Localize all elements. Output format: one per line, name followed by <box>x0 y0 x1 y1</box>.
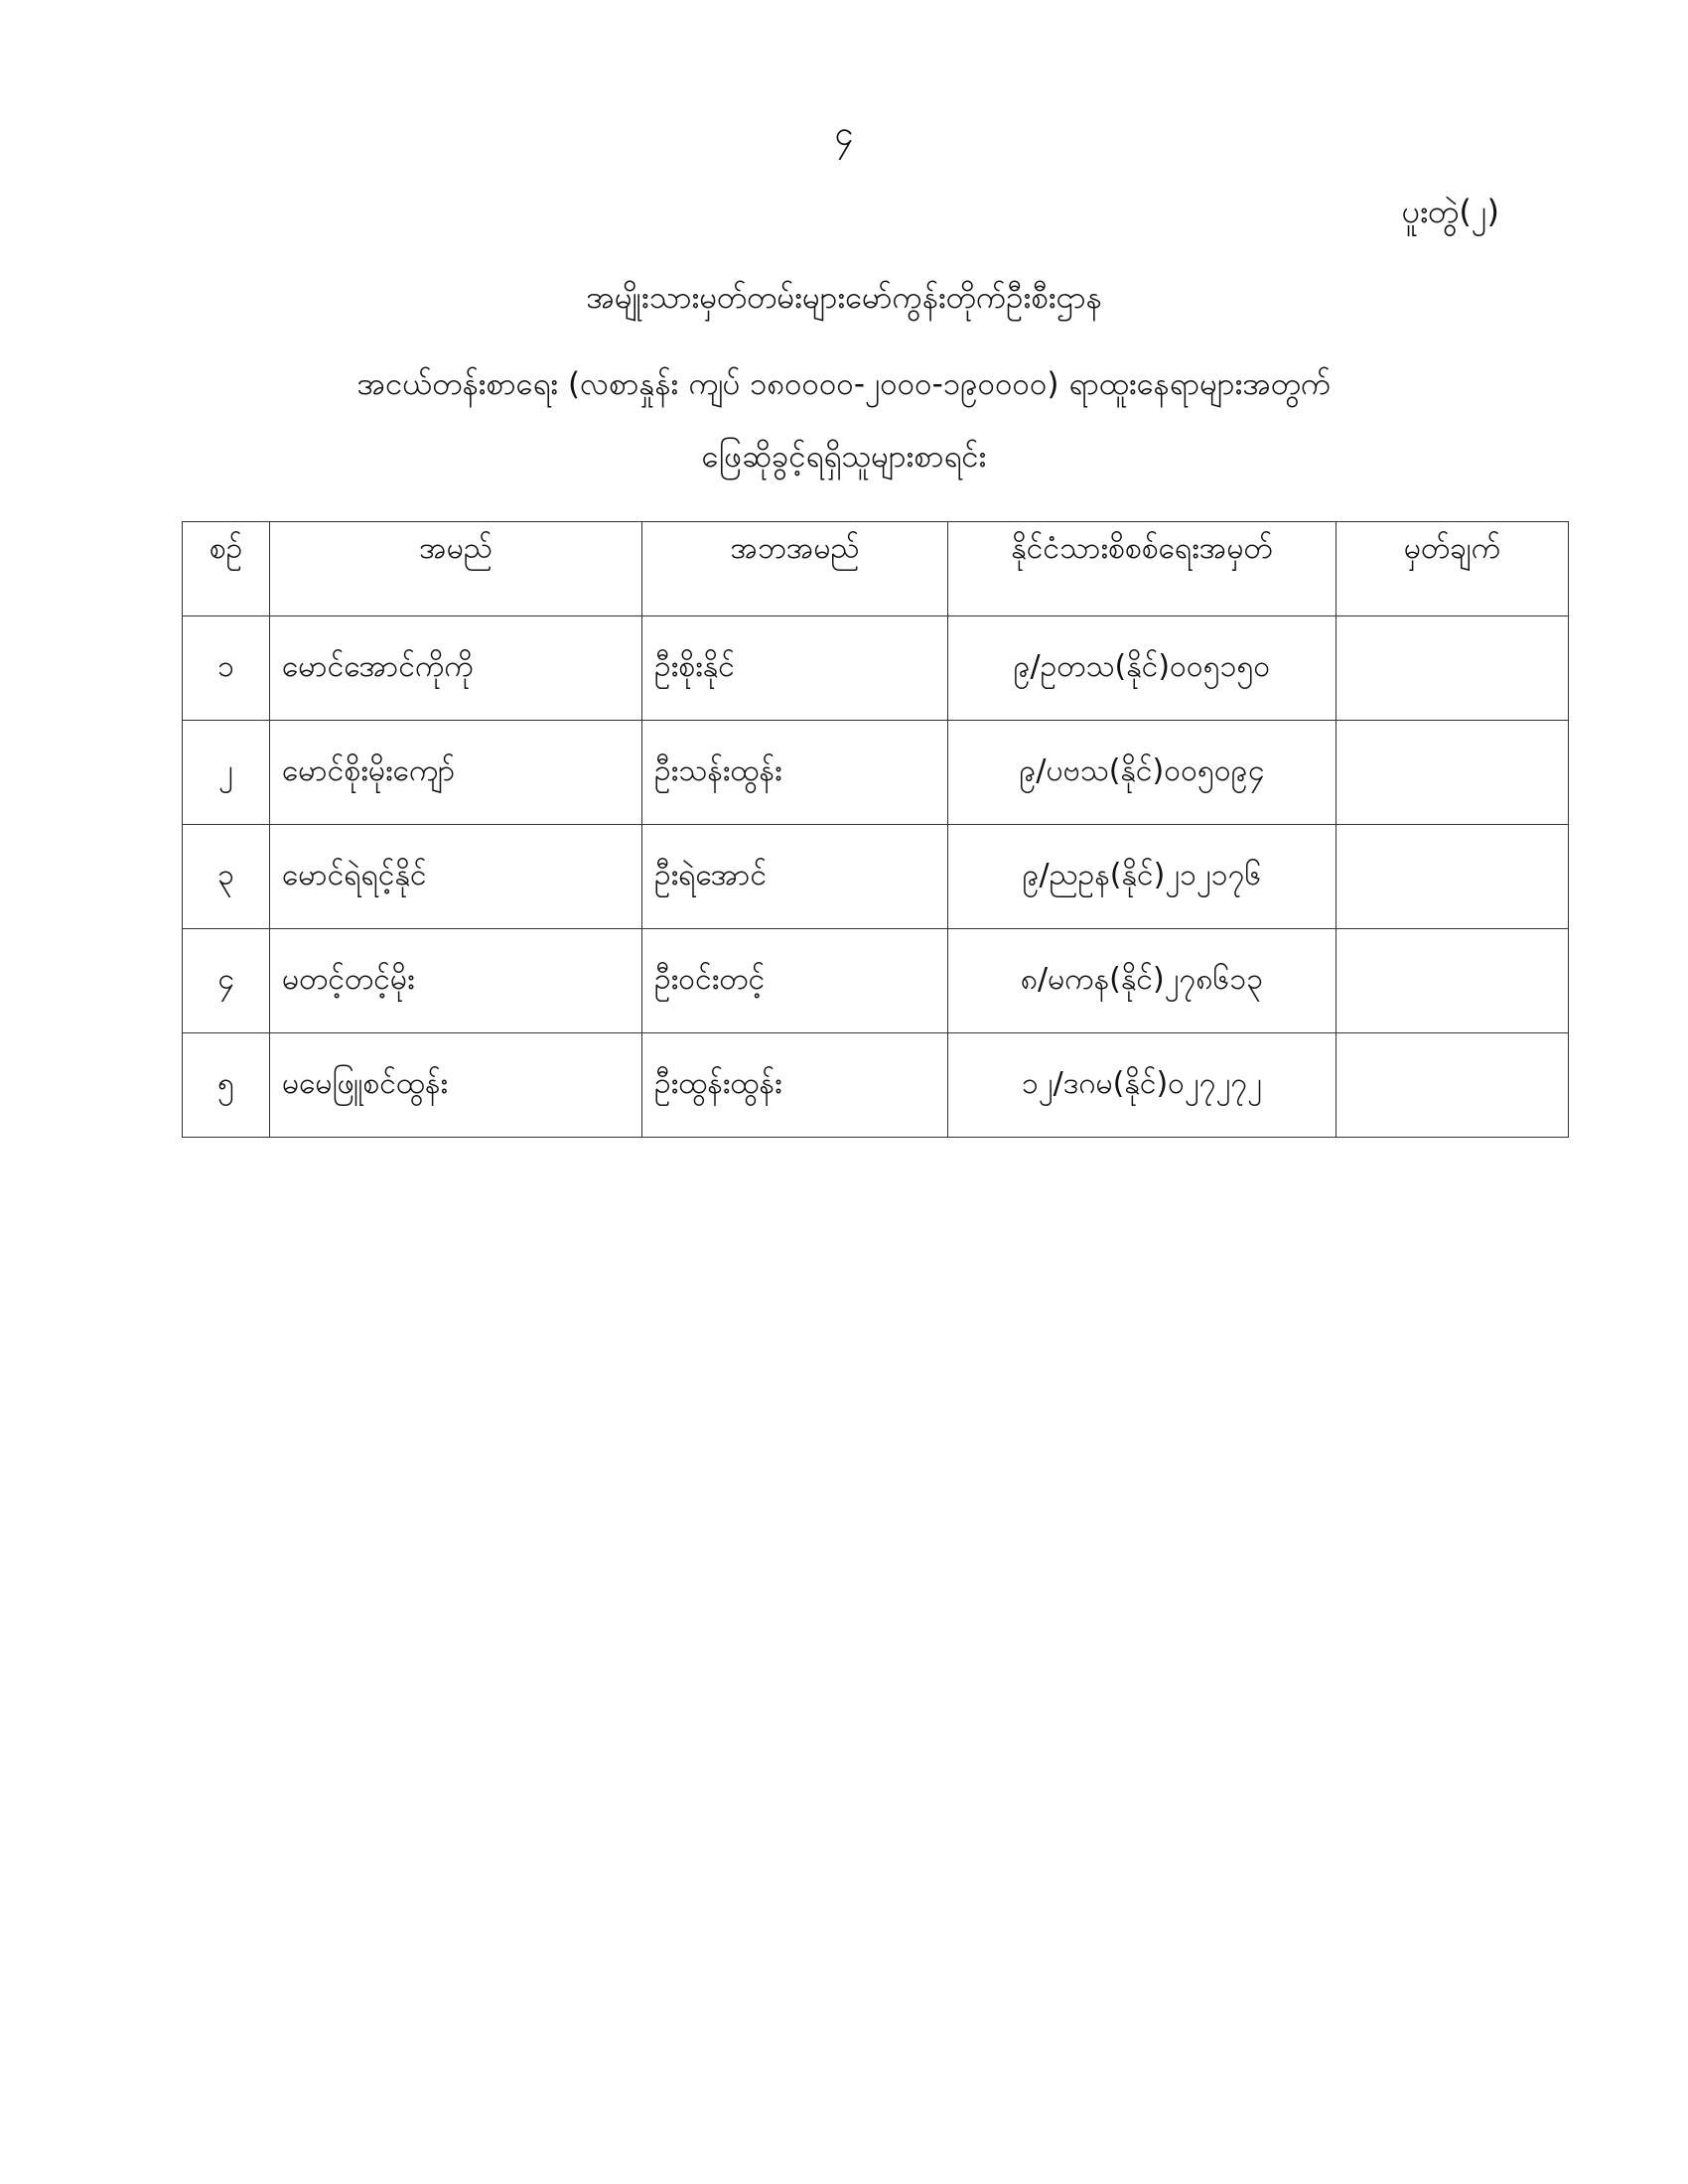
cell-no: ၁ <box>183 616 270 721</box>
cell-father-name: ဦးသန်းထွန်း <box>642 721 948 825</box>
table-header-row <box>183 522 1569 616</box>
table-row <box>183 616 1569 721</box>
cell-nrc: ၁၂/ဒဂမ(နိုင်)၀၂၇၂၇၂ <box>948 1033 1336 1138</box>
cell-remark <box>1336 929 1569 1033</box>
column-header-name: အမည် <box>270 522 642 616</box>
cell-no: ၂ <box>183 721 270 825</box>
cell-remark <box>1336 616 1569 721</box>
cell-remark <box>1336 721 1569 825</box>
cell-no: ၄ <box>183 929 270 1033</box>
cell-name: မောင်အောင်ကိုကို <box>270 616 642 721</box>
cell-no: ၅ <box>183 1033 270 1138</box>
column-header-father-name: အဘအမည် <box>642 522 948 616</box>
cell-remark <box>1336 1033 1569 1138</box>
attachment-label: ပူးတွဲ(၂) <box>1401 193 1499 230</box>
cell-no: ၃ <box>183 825 270 929</box>
department-heading: အမျိုးသားမှတ်တမ်းများမော်ကွန်းတိုက်ဦးစီးဌာန <box>586 280 1102 316</box>
cell-father-name: ဦးစိုးနိုင် <box>642 616 948 721</box>
cell-name: မမေဖြူစင်ထွန်း <box>270 1033 642 1138</box>
table-row <box>183 721 1569 825</box>
table-row <box>183 1033 1569 1138</box>
column-header-remark: မှတ်ချက် <box>1336 522 1569 616</box>
cell-nrc: ၉/ညဥန(နိုင်)၂၁၂၁၇၆ <box>948 825 1336 929</box>
candidate-table <box>182 521 1569 1138</box>
table-row <box>183 929 1569 1033</box>
cell-name: မောင်ရဲရင့်နိုင် <box>270 825 642 929</box>
position-heading: အငယ်တန်းစာရေး (လစာနှုန်း ကျပ် ၁၈၀၀၀၀-၂၀၀၀-၁၉၀၀၀၀) ရာထူးနေရာများအတွက် <box>356 366 1332 402</box>
cell-name: မောင်စိုးမိုးကျော် <box>270 721 642 825</box>
cell-nrc: ၉/ပဗသ(နိုင်)၀၀၅၀၉၄ <box>948 721 1336 825</box>
cell-father-name: ဦးရဲအောင် <box>642 825 948 929</box>
cell-name: မတင့်တင့်မိုး <box>270 929 642 1033</box>
cell-nrc: ၈/မကန(နိုင်)၂၇၈၆၁၃ <box>948 929 1336 1033</box>
list-title: ဖြေဆိုခွင့်ရရှိသူများစာရင်း <box>701 439 987 475</box>
column-header-no: စဉ် <box>183 522 270 616</box>
column-header-nrc: နိုင်ငံသားစိစစ်ရေးအမှတ် <box>948 522 1336 616</box>
table-row <box>183 825 1569 929</box>
cell-remark <box>1336 825 1569 929</box>
cell-father-name: ဦးဝင်းတင့် <box>642 929 948 1033</box>
page-number: ၄ <box>834 114 854 154</box>
cell-father-name: ဦးထွန်းထွန်း <box>642 1033 948 1138</box>
cell-nrc: ၉/ဥတသ(နိုင်)၀၀၅၁၅၀ <box>948 616 1336 721</box>
